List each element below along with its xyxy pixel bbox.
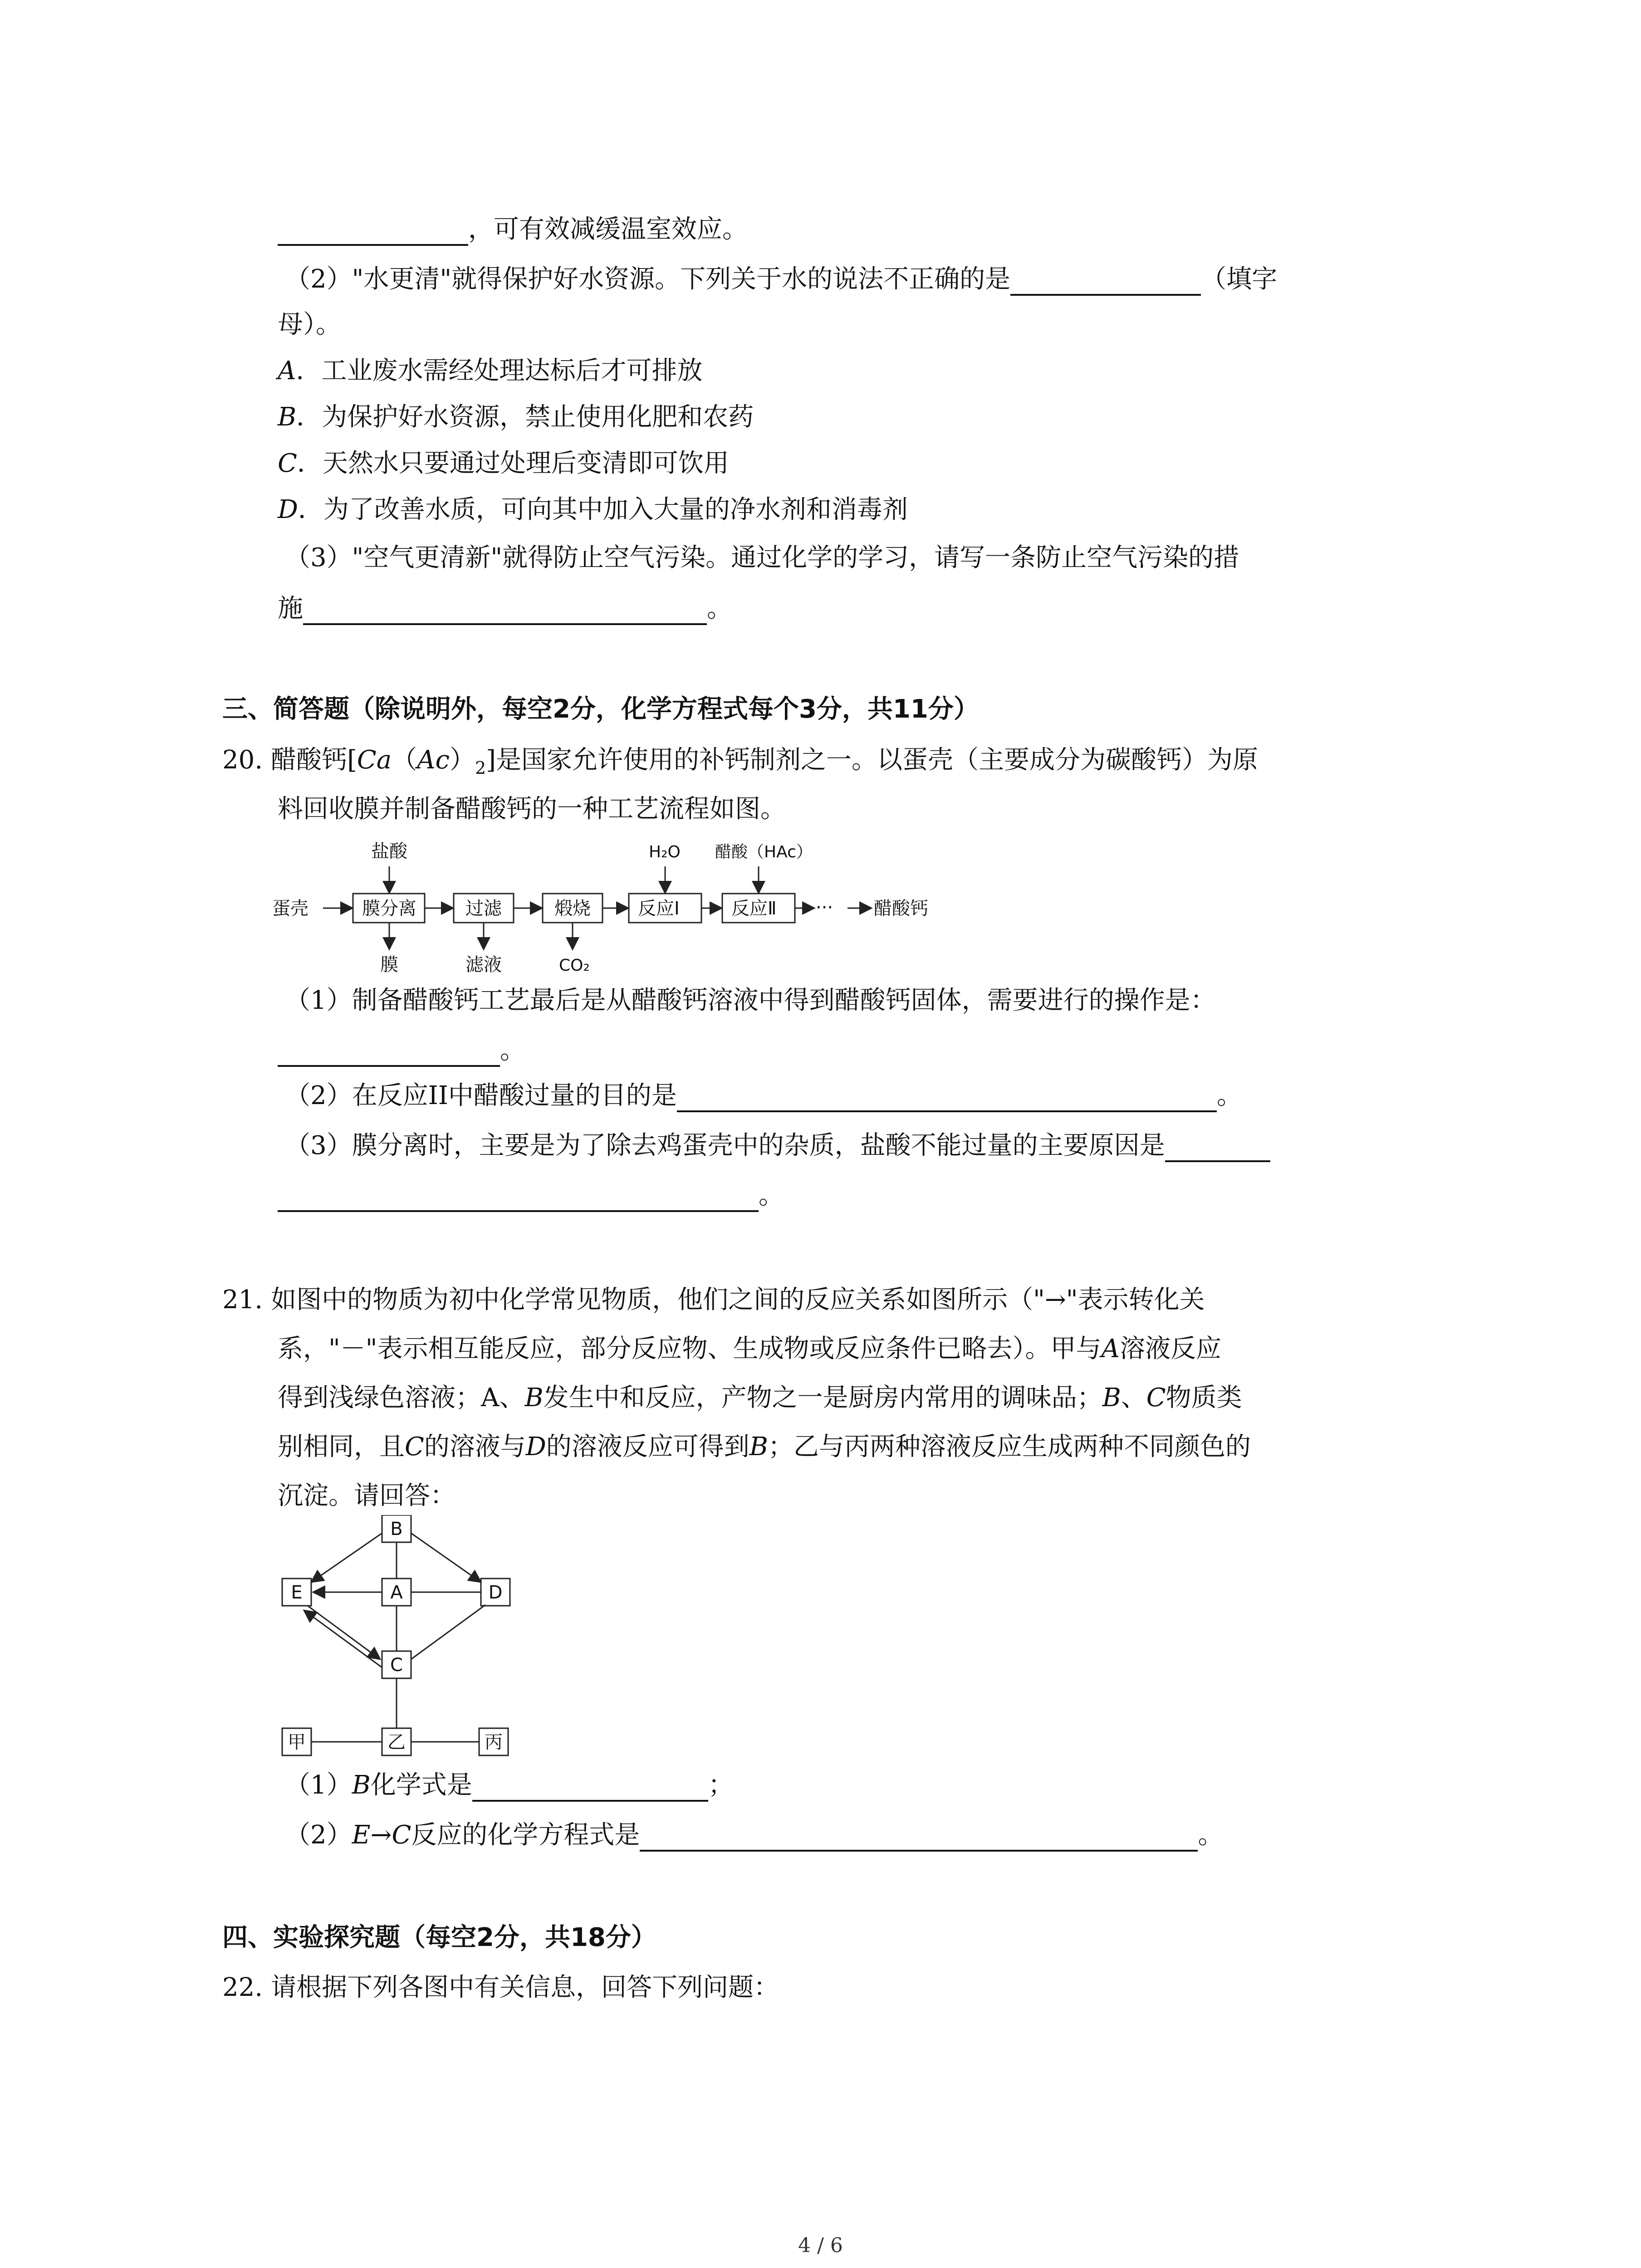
- flow-input: 蛋壳: [272, 898, 309, 919]
- flow-step: 煅烧: [554, 898, 591, 919]
- answer-blank[interactable]: [1165, 1134, 1270, 1162]
- answer-blank[interactable]: [278, 1039, 500, 1067]
- q20-part2: （2）在反应II中醋酸过量的目的是 。: [285, 1080, 1242, 1112]
- q19-option-c: C．天然水只要通过处理后变清即可饮用: [278, 449, 729, 478]
- q19-option-b: B．为保护好水资源，禁止使用化肥和农药: [278, 402, 754, 432]
- question-number: 21.: [222, 1285, 263, 1315]
- node-e: E: [291, 1582, 303, 1603]
- q20-line1: 20. 醋酸钙$[Ca(Ac)_2]$是国家允许使用的补钙制剂之一。以蛋壳（主要成分为碳酸钙）为原: [222, 745, 1259, 778]
- answer-blank[interactable]: [472, 1774, 708, 1802]
- q19-line1: ，可有效减缓温室效应。: [278, 213, 748, 246]
- node-yi: 乙: [387, 1732, 406, 1753]
- node-bing: 丙: [485, 1732, 503, 1753]
- q22-line1: 22. 请根据下列各图中有关信息，回答下列问题：: [222, 1973, 779, 2002]
- q19-part3: （3）"空气更清新"就得防止空气污染。通过化学的学习，请写一条防止空气污染的措: [285, 543, 1239, 572]
- q19-option-a: A．工业废水需经处理达标后才可排放: [278, 356, 703, 386]
- node-b: B: [390, 1519, 403, 1540]
- q20-part1-answer: 。: [278, 1034, 525, 1067]
- flow-step: 过滤: [465, 898, 502, 919]
- page-number: 4 / 6: [798, 2234, 843, 2257]
- node-a: A: [390, 1582, 403, 1603]
- answer-blank[interactable]: [278, 1184, 759, 1212]
- question-number: 20.: [222, 745, 263, 775]
- q20-part3: （3）膜分离时，主要是为了除去鸡蛋壳中的杂质，盐酸不能过量的主要原因是: [285, 1129, 1270, 1162]
- process-flow-diagram: [272, 835, 953, 1002]
- answer-blank[interactable]: [677, 1084, 1217, 1112]
- q19-part2-cont: 母）。: [278, 310, 341, 339]
- q19-part3-cont: 施 。: [278, 592, 732, 625]
- flow-product: 醋酸钙: [874, 898, 928, 919]
- flow-top-input: H₂O: [649, 843, 681, 861]
- q19-option-d: D．为了改善水质，可向其中加入大量的净水剂和消毒剂: [278, 495, 908, 524]
- relation-diagram: [281, 1515, 517, 1769]
- node-jia: 甲: [288, 1732, 306, 1753]
- section-4-title: 四、实验探究题（每空2分，共18分）: [222, 1923, 656, 1952]
- flow-step: 膜分离: [362, 898, 416, 919]
- flow-top-input: 醋酸（HAc）: [715, 843, 813, 861]
- q21-line3: 得到浅绿色溶液；A、B发生中和反应，产物之一是厨房内常用的调味品；B、C物质类: [278, 1383, 1242, 1413]
- flow-step: 反应Ⅰ: [638, 898, 680, 919]
- flow-step: 反应Ⅱ: [731, 898, 777, 919]
- flow-output: 膜: [380, 954, 398, 975]
- q21-line4: 别相同，且C的溶液与D的溶液反应可得到B；乙与丙两种溶液反应生成两种不同颜色的: [278, 1432, 1251, 1461]
- q21-line2: 系，"－"表示相互能反应，部分反应物、生成物或反应条件已略去）。甲与A溶液反应: [278, 1334, 1221, 1364]
- flow-output: 滤液: [465, 954, 502, 975]
- q21-line1: 21. 如图中的物质为初中化学常见物质，他们之间的反应关系如图所示（"→"表示转化关: [222, 1285, 1205, 1315]
- answer-blank[interactable]: [278, 218, 468, 246]
- q21-line5: 沉淀。请回答：: [278, 1481, 456, 1510]
- q21-part1: （1）B化学式是 ；: [285, 1769, 734, 1802]
- answer-blank[interactable]: [1010, 268, 1201, 296]
- question-number: 22.: [222, 1973, 263, 2002]
- flow-output: CO₂: [559, 956, 590, 975]
- q21-part2: （2）E→C反应的化学方程式是 。: [285, 1819, 1223, 1852]
- q20-part1: （1）制备醋酸钙工艺最后是从醋酸钙溶液中得到醋酸钙固体，需要进行的操作是：: [285, 986, 1216, 1015]
- q20-part3-cont: 。: [278, 1179, 784, 1212]
- flow-top-input: 盐酸: [371, 841, 407, 862]
- answer-blank[interactable]: [640, 1823, 1198, 1852]
- node-c: C: [390, 1655, 403, 1676]
- q19-part2: （2）"水更清"就得保护好水资源。下列关于水的说法不正确的是 （填字: [285, 263, 1277, 296]
- section-3-title: 三、简答题（除说明外，每空2分，化学方程式每个3分，共11分）: [222, 694, 979, 724]
- q20-line2: 料回收膜并制备醋酸钙的一种工艺流程如图。: [278, 794, 786, 824]
- node-d: D: [488, 1582, 503, 1603]
- flow-dots: ···: [816, 897, 833, 918]
- answer-blank[interactable]: [303, 597, 707, 625]
